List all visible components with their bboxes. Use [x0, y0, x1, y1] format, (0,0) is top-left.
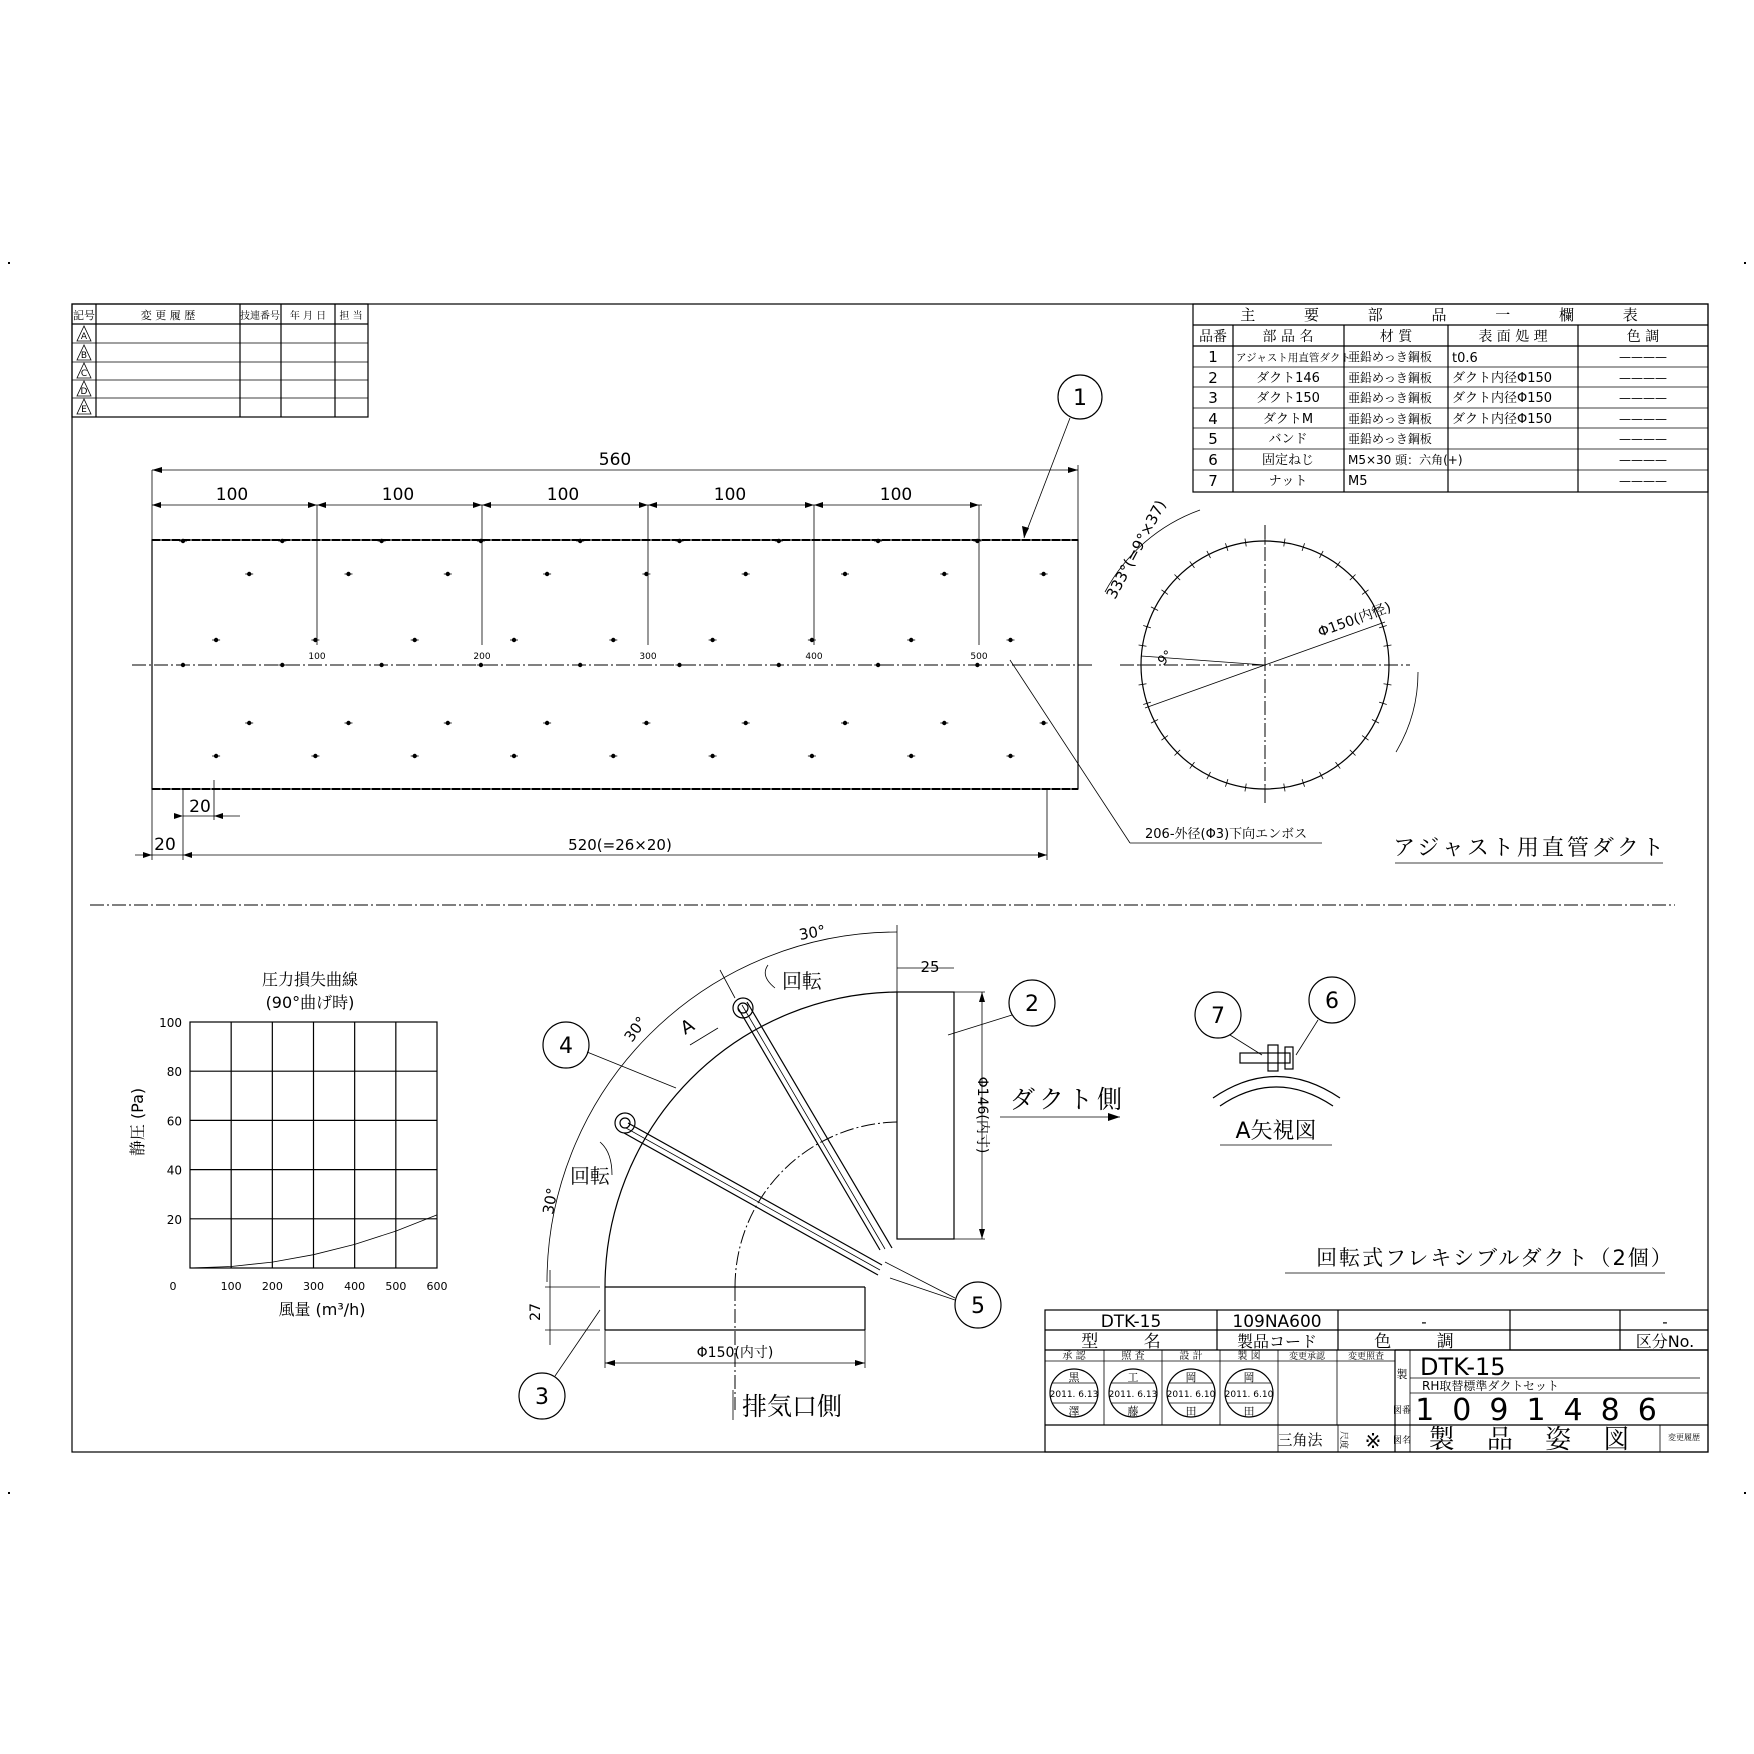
- tb-scale-label: 尺度: [1338, 1430, 1348, 1450]
- pressure-chart: [128, 970, 448, 1319]
- parts-table-title: 主 要 部 品 一 欄 表: [1240, 306, 1660, 324]
- parts-header-name: 部 品 名: [1262, 329, 1314, 345]
- rev-header-person: 担 当: [339, 311, 363, 322]
- chart-y-tick-label: 60: [166, 1114, 182, 1129]
- parts-row-no: 6: [1208, 451, 1218, 469]
- tb-scale-value: ※: [1364, 1429, 1382, 1453]
- parts-row-name: バンド: [1268, 432, 1308, 447]
- parts-header-no: 品番: [1199, 329, 1227, 345]
- stamp-bottom: 田: [1243, 1405, 1255, 1418]
- chart-y-tick-label: 100: [159, 1016, 182, 1030]
- dim-100: 100: [546, 485, 580, 505]
- circle-tick: [1190, 762, 1195, 768]
- scale-mark: 400: [805, 652, 823, 662]
- stamp-bottom: 藤: [1127, 1405, 1139, 1418]
- tb-drawing-no-label: 図番: [1392, 1406, 1412, 1416]
- chart-x-tick-label: 300: [303, 1280, 324, 1293]
- parts-table: [1193, 304, 1708, 492]
- circle-tick: [1362, 736, 1368, 741]
- chart-title: 圧力損失曲線: [261, 970, 359, 989]
- circle-tick: [1161, 736, 1167, 741]
- balloon-3-label: 3: [535, 1385, 549, 1410]
- chart-x-ticks: [170, 1280, 448, 1293]
- emboss-note: 206-外径(Φ3)下向エンボス: [1145, 827, 1308, 842]
- emboss-dot-pattern: [179, 539, 1048, 758]
- duct-146-body: [897, 992, 954, 1239]
- dim-146: Φ146(内寸): [974, 1076, 990, 1154]
- elbow-inner-arc: [735, 1122, 897, 1287]
- circle-tick: [1362, 590, 1368, 595]
- corner-marks: [8, 262, 1746, 1494]
- chart-x-tick-label: 600: [426, 1280, 448, 1293]
- balloon-6-label: 6: [1325, 989, 1339, 1014]
- dim-150: Φ150(内寸): [696, 1345, 774, 1361]
- dim-100: 100: [713, 485, 747, 505]
- parts-header-finish: 表 面 処 理: [1478, 329, 1548, 345]
- rev-mark-c: C: [80, 369, 88, 379]
- chart-x-tick-label: 400: [344, 1280, 366, 1293]
- parts-row-color: ————: [1619, 350, 1667, 364]
- parts-row-no: 2: [1208, 369, 1218, 387]
- parts-row-material: 亜鉛めっき鋼板: [1348, 412, 1432, 426]
- rotate-label-lower: 回転: [570, 1164, 610, 1188]
- parts-row-color: ————: [1619, 412, 1667, 426]
- tb-role: 設 計: [1179, 1351, 1203, 1362]
- stamp-bottom: 田: [1185, 1405, 1197, 1418]
- dim-560: 560: [598, 450, 632, 470]
- circle-diameter: Φ150(内径): [1315, 599, 1394, 641]
- parts-header-color: 色 調: [1626, 329, 1660, 345]
- tb-name-label: 製: [1396, 1368, 1408, 1381]
- dim-left-20: 20: [154, 835, 176, 855]
- chart-x-tick-label: 100: [220, 1280, 242, 1293]
- parts-row-no: 7: [1208, 472, 1218, 490]
- parts-row-color: ————: [1619, 474, 1667, 488]
- tb-product-code: 109NA600: [1232, 1312, 1322, 1332]
- stamp-top: 工: [1127, 1371, 1139, 1384]
- rev-header-mark: 記号: [73, 309, 95, 322]
- parts-row-name: ダクト150: [1256, 391, 1320, 406]
- view-a-detail: [1195, 977, 1355, 1145]
- check-stamp: [1109, 1369, 1158, 1418]
- angle-30-mid: 30°: [620, 1013, 651, 1046]
- parts-row-color: ————: [1619, 453, 1667, 467]
- dim-27: 27: [528, 1303, 544, 1321]
- flex-duct-title: 回転式フレキシブルダクト（2個）: [1316, 1246, 1674, 1270]
- approval-stamp: [1050, 1369, 1099, 1418]
- rev-header-history: 変 更 履 歴: [140, 309, 196, 322]
- dim-inner-20: 20: [189, 797, 211, 817]
- parts-row-material: 亜鉛めっき鋼板: [1348, 391, 1432, 405]
- parts-row-material: 亜鉛めっき鋼板: [1348, 432, 1432, 446]
- tb-change-label: 変更履歴: [1668, 1433, 1700, 1442]
- chart-y-ticks: [159, 1016, 182, 1227]
- circle-angle-small: 9°: [1155, 647, 1177, 669]
- tb-role: 承 認: [1062, 1351, 1086, 1362]
- stamp-date: 2011. 6.10: [1224, 1390, 1274, 1400]
- parts-row-color: ————: [1619, 432, 1667, 446]
- balloon-4-label: 4: [559, 1034, 573, 1059]
- exhaust-side-label: 排気口側: [742, 1392, 843, 1421]
- scale-mark: 200: [473, 652, 491, 662]
- tb-role: 照 査: [1121, 1351, 1145, 1362]
- stamp-date: 2011. 6.13: [1108, 1390, 1158, 1400]
- straight-duct-view: [132, 375, 1667, 863]
- parts-row-name: ダクト146: [1256, 371, 1320, 386]
- balloon-5-label: 5: [971, 1294, 985, 1319]
- tb-drawing-name-label: 図名: [1392, 1436, 1412, 1446]
- tb-class-value: -: [1662, 1313, 1668, 1331]
- circle-tick: [1161, 590, 1167, 595]
- tb-label-color: 色 調: [1374, 1332, 1474, 1352]
- chart-subtitle: (90°曲げ時): [265, 993, 355, 1012]
- tb-label-model: 型 名: [1081, 1332, 1181, 1352]
- angle-30-left: 30°: [539, 1186, 562, 1216]
- stamp-date: 2011. 6.10: [1166, 1390, 1216, 1400]
- parts-row-finish: ダクト内径Φ150: [1452, 391, 1553, 406]
- circle-tick: [1336, 561, 1341, 567]
- dim-25: 25: [920, 958, 940, 976]
- dim-520: 520(=26×20): [568, 836, 672, 854]
- rotate-label-upper: 回転: [782, 969, 822, 993]
- parts-row-color: ————: [1619, 371, 1667, 385]
- balloon-7-label: 7: [1211, 1004, 1225, 1029]
- tb-color-value: -: [1421, 1313, 1427, 1331]
- view-a-detail-title: A矢視図: [1235, 1119, 1317, 1144]
- band-upper: [733, 998, 892, 1250]
- title-block: [1045, 1310, 1708, 1455]
- rev-header-techno: 技連番号: [240, 311, 280, 322]
- circle-view: [1103, 497, 1418, 805]
- dim-100: 100: [215, 485, 249, 505]
- chart-ylabel: 静圧 (Pa): [128, 1087, 147, 1157]
- parts-row-name: アジャスト用直管ダクト: [1236, 352, 1351, 364]
- tb-subname: RH取替標準ダクトセット: [1422, 1379, 1560, 1393]
- scale-mark: 500: [970, 652, 988, 662]
- parts-row-finish: ダクト内径Φ150: [1452, 412, 1553, 427]
- dim-100: 100: [381, 485, 415, 505]
- tb-drawing-name: 製 品 姿 図: [1428, 1425, 1642, 1455]
- tb-role: 製 図: [1237, 1351, 1261, 1362]
- stamp-top: 岡: [1243, 1371, 1255, 1384]
- band-lower: [615, 1113, 882, 1275]
- rev-mark-b: B: [80, 351, 88, 361]
- straight-duct-title: アジャスト用直管ダクト: [1393, 836, 1667, 861]
- rev-mark-a: A: [80, 332, 88, 342]
- parts-row-material: M5: [1348, 474, 1368, 489]
- balloon-2-label: 2: [1025, 992, 1039, 1017]
- rev-mark-d: D: [80, 387, 88, 397]
- rev-header-date: 年 月 日: [289, 311, 327, 322]
- parts-header-material: 材 質: [1379, 329, 1413, 345]
- stamp-top: 岡: [1185, 1371, 1197, 1384]
- view-a-label: A: [677, 1014, 699, 1040]
- chart-xlabel: 風量 (m³/h): [278, 1300, 366, 1319]
- scale-mark: 100: [308, 652, 326, 662]
- tb-label-class: 区分No.: [1635, 1332, 1695, 1351]
- parts-row-name: ナット: [1268, 474, 1308, 489]
- stamp-bottom: 澤: [1068, 1405, 1080, 1418]
- circle-tick: [1190, 561, 1195, 567]
- circle-angle-note: 333°(=9°×37): [1102, 497, 1170, 602]
- chart-y-tick-label: 80: [166, 1065, 182, 1080]
- tb-drawing-no: 1091486: [1415, 1393, 1675, 1428]
- circle-tick: [1336, 762, 1341, 768]
- tb-projection: 三角法: [1277, 1431, 1323, 1449]
- tb-name-value: DTK-15: [1420, 1353, 1506, 1381]
- drafting-stamp: [1225, 1369, 1274, 1418]
- chart-x-tick-label: 200: [261, 1280, 283, 1293]
- design-stamp: [1167, 1369, 1216, 1418]
- chart-x-tick-label: 500: [385, 1280, 407, 1293]
- tb-role: 変更承認: [1288, 1352, 1326, 1362]
- parts-row-color: ————: [1619, 391, 1667, 405]
- chart-grid: [190, 1022, 437, 1268]
- tb-label-code: 製品コード: [1236, 1332, 1318, 1351]
- parts-row-material: 亜鉛めっき鋼板: [1348, 350, 1432, 364]
- tb-role: 変更照査: [1347, 1352, 1385, 1362]
- parts-row-name: ダクトM: [1262, 412, 1314, 427]
- rev-mark-e: E: [81, 405, 87, 415]
- parts-row-no: 5: [1208, 430, 1218, 448]
- dim-100: 100: [879, 485, 913, 505]
- stamp-top: 黒: [1068, 1371, 1080, 1384]
- parts-row-finish: t0.6: [1452, 351, 1478, 366]
- chart-y-tick-label: 40: [166, 1163, 182, 1178]
- parts-row-material: 亜鉛めっき鋼板: [1348, 371, 1432, 385]
- stamp-date: 2011. 6.13: [1049, 1390, 1099, 1400]
- parts-row-no: 1: [1208, 348, 1218, 366]
- parts-row-material: M5×30 頭：六角(+): [1348, 453, 1463, 467]
- duct-side-label: ダクト側: [1010, 1085, 1127, 1114]
- angle-30-top: 30°: [797, 921, 827, 944]
- parts-row-no: 4: [1208, 410, 1218, 428]
- parts-row-finish: ダクト内径Φ150: [1452, 371, 1553, 386]
- elbow-outer-arc: [605, 992, 897, 1287]
- parts-row-name: 固定ねじ: [1261, 453, 1315, 468]
- chart-y-tick-label: 20: [166, 1212, 182, 1227]
- chart-x-tick-label: 0: [169, 1280, 177, 1293]
- revision-table: [72, 304, 368, 417]
- parts-row-no: 3: [1208, 389, 1218, 407]
- tb-model: DTK-15: [1100, 1312, 1162, 1332]
- balloon-1-label: 1: [1073, 386, 1087, 411]
- scale-mark: 300: [639, 652, 657, 662]
